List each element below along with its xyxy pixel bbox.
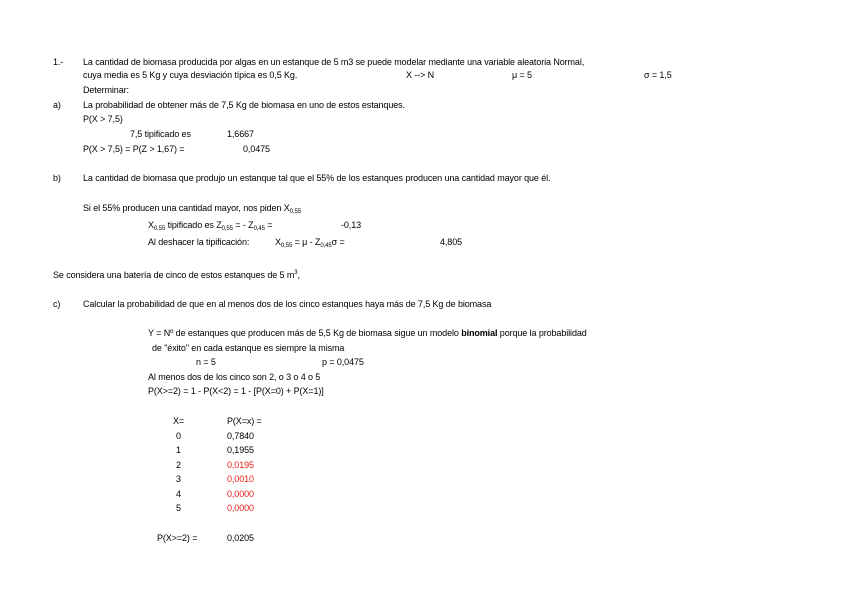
part-b-line-3-formula xyxy=(275,237,345,248)
intro-line-1: La cantidad de biomasa producida por algas en un estanque de 5 m3 se puede modelar mediante una variable aleatoria Normal, xyxy=(83,57,585,67)
table-row-p: 0,7840 xyxy=(227,431,254,441)
part-b-line-1-text: Si el 55% producen una cantidad mayor, nos piden X xyxy=(83,203,290,213)
part-c-statement: Calcular la probabilidad de que en al menos dos de los cinco estanques haya más de 7,5 Kg de biomasa xyxy=(83,299,492,309)
problem-number: 1.- xyxy=(53,57,64,67)
part-b-line-1-sub: 0,55 xyxy=(289,209,301,215)
battery-end: , xyxy=(297,270,300,280)
battery-text: Se considera una batería de cinco de estos estanques de 5 m xyxy=(53,270,295,280)
part-c-label: c) xyxy=(53,299,61,309)
final-label: P(X>=2) = xyxy=(157,533,198,543)
part-b-line-2-value: -0,13 xyxy=(341,220,362,230)
part-b-line-2 xyxy=(148,220,272,231)
part-a-result-expr: P(X > 7,5) = P(Z > 1,67) = xyxy=(83,144,185,154)
part-c-p: p = 0,0475 xyxy=(322,357,364,367)
part-b-line-3-mid: = μ - Z xyxy=(292,237,321,247)
part-b-line-1 xyxy=(83,203,301,214)
part-b-line-3-label: Al deshacer la tipificación: xyxy=(148,237,250,247)
part-b-line-2-x-sub: 0,55 xyxy=(153,226,166,232)
part-b-line-3-x: X xyxy=(275,237,281,247)
table-row-x: 1 xyxy=(176,445,181,455)
final-value: 0,0205 xyxy=(227,533,254,543)
part-c-y-def-end: porque la probabilidad xyxy=(497,328,587,338)
table-row-p-highlight: 0,0000 xyxy=(227,503,254,513)
table-row-x: 3 xyxy=(176,474,181,484)
determinar-label: Determinar: xyxy=(83,85,129,95)
part-b-line-2-rest: = - Z xyxy=(232,220,254,230)
part-a-result-value: 0,0475 xyxy=(243,144,270,154)
part-b-statement: La cantidad de biomasa que produjo un estanque tal que el 55% de los estanques producen una cantidad mayor que él. xyxy=(83,173,551,183)
part-c-y-def xyxy=(148,328,587,339)
part-c-y-def-line-2: de "éxito" en cada estanque es siempre la misma xyxy=(152,343,345,353)
part-b-line-2-eq: = xyxy=(264,220,273,230)
part-b-line-3-x-sub: 0,55 xyxy=(280,243,293,249)
part-c-n: n = 5 xyxy=(196,357,216,367)
table-row-x: 0 xyxy=(176,431,181,441)
model-x: X --> N xyxy=(406,70,435,80)
part-b-line-3-z-sub: 0,45 xyxy=(320,243,332,249)
part-b-line-3-value: 4,805 xyxy=(440,237,463,247)
part-a-tipificado-value: 1,6667 xyxy=(227,129,254,139)
battery-sup: 3 xyxy=(294,270,298,276)
intro-line-2: cuya media es 5 Kg y cuya desviación típica es 0,5 Kg. xyxy=(83,70,298,80)
table-row-x: 2 xyxy=(176,460,181,470)
part-a-statement: La probabilidad de obtener más de 7,5 Kg de biomasa en uno de estos estanques. xyxy=(83,100,405,110)
part-b-label: b) xyxy=(53,173,61,183)
table-row-p-highlight: 0,0000 xyxy=(227,489,254,499)
battery-line xyxy=(53,270,300,281)
table-row-p-highlight: 0,0195 xyxy=(227,460,254,470)
table-row-p: 0,1955 xyxy=(227,445,254,455)
part-a-label: a) xyxy=(53,100,61,110)
part-c-complement: P(X>=2) = 1 - P(X<2) = 1 - [P(X=0) + P(X=1)] xyxy=(148,386,324,396)
part-c-y-def-start: Y = Nº de estanques que producen más de 5,5 Kg de biomasa sigue un modelo xyxy=(148,328,462,338)
part-b-line-2-z-sub: 0,55 xyxy=(221,226,233,232)
table-row-x: 5 xyxy=(176,503,181,513)
part-a-tipificado-label: 7,5 tipificado es xyxy=(130,129,191,139)
table-header-x: X= xyxy=(173,416,185,426)
part-b-line-3-end: σ = xyxy=(331,237,345,247)
part-b-line-2-z2-sub: 0,45 xyxy=(253,226,265,232)
part-b-line-2-x: X xyxy=(148,220,154,230)
table-header-p: P(X=x) = xyxy=(227,416,262,426)
part-a-p-expr: P(X > 7,5) xyxy=(83,114,123,124)
part-c-y-def-bold: binomial xyxy=(461,328,498,338)
part-b-line-2-mid: tipificado es Z xyxy=(165,220,222,230)
part-c-al-menos: Al menos dos de los cinco son 2, o 3 o 4 o 5 xyxy=(148,372,321,382)
table-row-p-highlight: 0,0010 xyxy=(227,474,254,484)
model-mu: μ = 5 xyxy=(512,70,532,80)
model-sigma: σ = 1,5 xyxy=(644,70,672,80)
table-row-x: 4 xyxy=(176,489,181,499)
